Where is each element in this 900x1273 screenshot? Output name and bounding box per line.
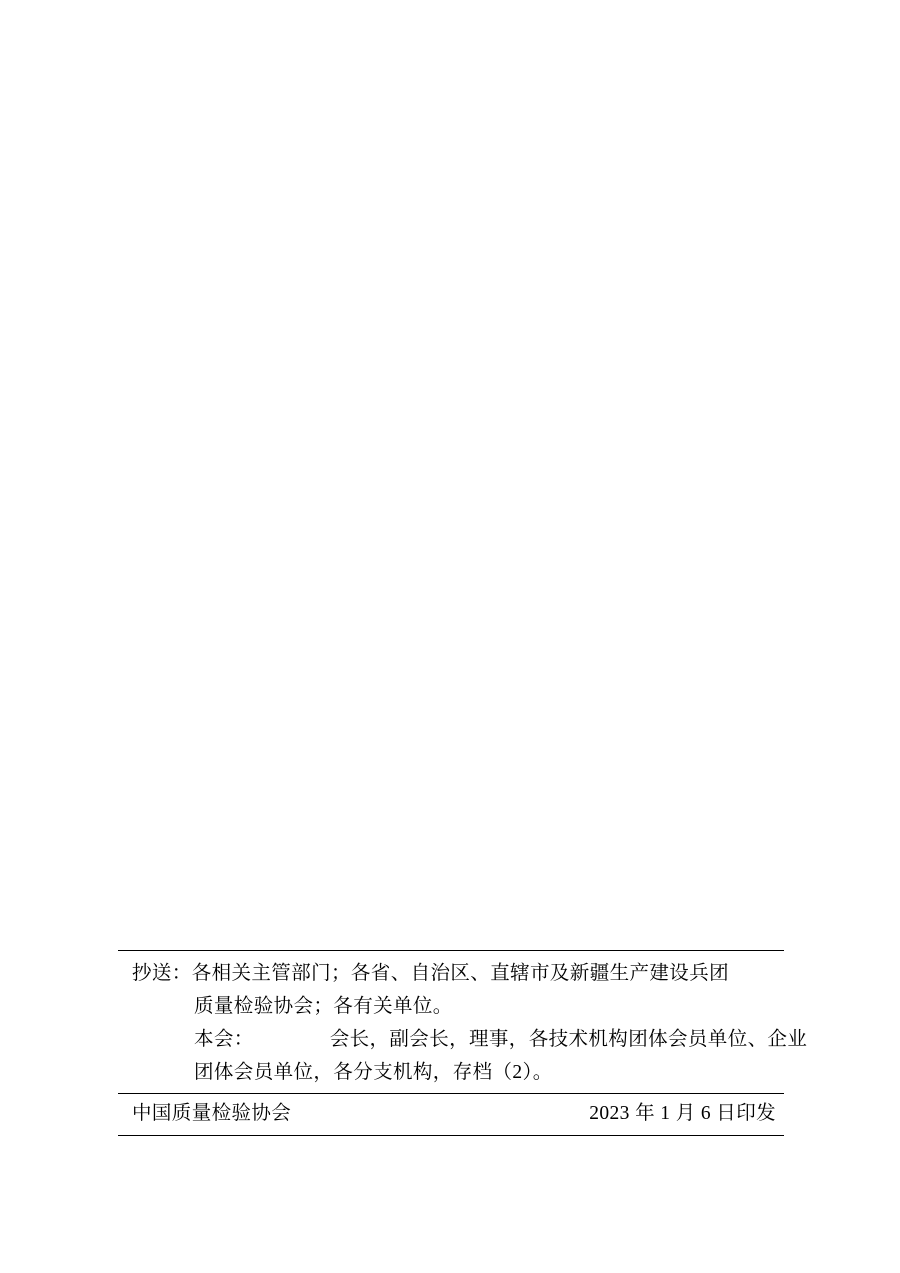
distribution-text-cc-line2: 质量检验协会；各有关单位。 xyxy=(194,996,453,1017)
distribution-row-internal-line1 xyxy=(118,1023,808,1056)
distribution-row-cc-line1 xyxy=(118,957,784,990)
issuer-name: 中国质量检验协会 xyxy=(132,1103,292,1124)
print-date: 2023 年 1 月 6 日印发 xyxy=(589,1103,776,1124)
footer-bottom-rule xyxy=(118,1135,784,1136)
distribution-text-internal-line2: 团体会员单位，各分支机构，存档（2）。 xyxy=(194,1062,553,1083)
document-footer xyxy=(118,950,808,1136)
distribution-label-cc: 抄送： xyxy=(132,963,192,984)
distribution-list xyxy=(118,951,808,1093)
distribution-row-internal-line2 xyxy=(118,1056,784,1089)
distribution-row-cc-line2 xyxy=(118,990,784,1023)
distribution-text-cc-line1: 各相关主管部门；各省、自治区、直辖市及新疆生产建设兵团 xyxy=(191,963,730,984)
distribution-label-internal: 本会： xyxy=(194,1029,254,1050)
distribution-text-internal-line1: 会长，副会长，理事，各技术机构团体会员单位、企业 xyxy=(329,1029,808,1050)
footer-issuer-row xyxy=(118,1094,784,1135)
